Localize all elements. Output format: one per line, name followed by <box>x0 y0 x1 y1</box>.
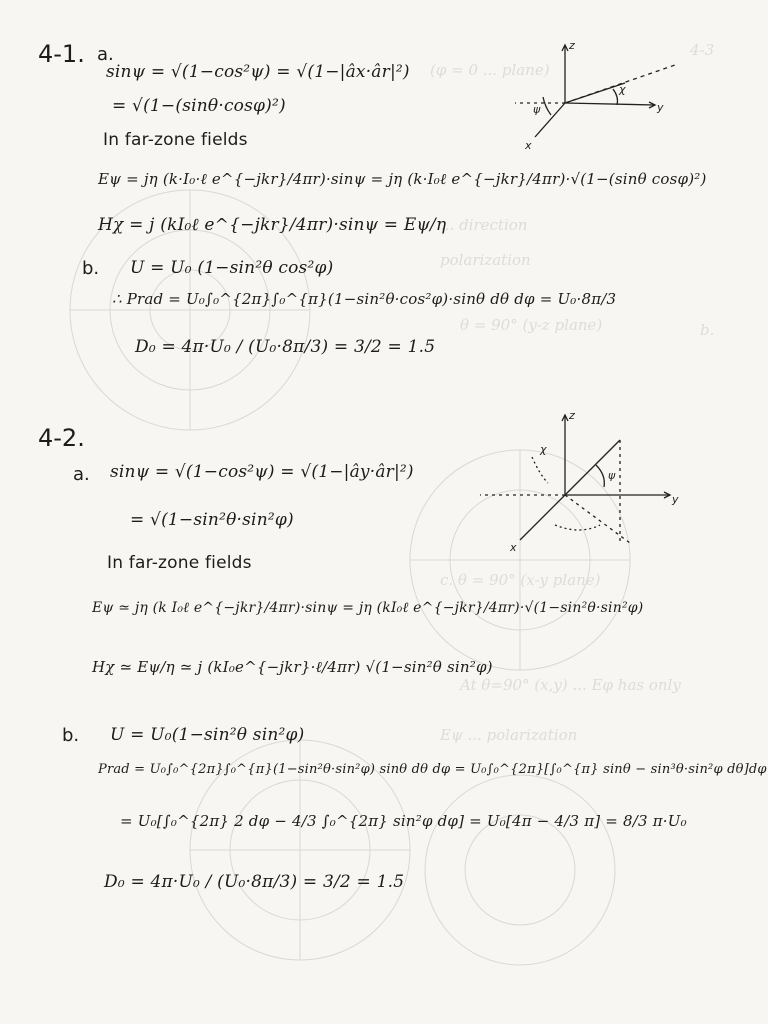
p42-chi-label: χ <box>540 443 547 456</box>
p42-z-axis-label: z <box>569 409 575 422</box>
p41-h-chi-eq: Hχ = j (kI₀ℓ e^{−jkr}/4πr)·sinψ = Eψ/η <box>98 215 447 235</box>
svg-text:b.: b. <box>700 321 715 339</box>
problem-4-1-part-a-label: a. <box>97 44 114 65</box>
p41-z-axis-label: z <box>569 39 575 52</box>
p42-e-psi-eq: Eψ ≃ jη (k I₀ℓ e^{−jkr}/4πr)·sinψ = jη (kI₀ℓ e^{−jkr}/4πr)·√(1−sin²θ·sin²φ) <box>92 600 644 616</box>
svg-text:(φ = 0 ... plane): (φ = 0 ... plane) <box>430 61 550 79</box>
svg-text:θ = 90° (y-z plane): θ = 90° (y-z plane) <box>460 316 603 334</box>
p41-sinpsi-line: sinψ = √(1−cos²ψ) = √(1−|âx·âr|²) <box>106 62 410 82</box>
problem-4-1-number: 4-1. <box>38 40 85 68</box>
p41-chi-label: χ <box>619 83 626 96</box>
p42-farzone-label: In far-zone fields <box>107 553 252 573</box>
svg-text:... direction: ... direction <box>440 216 528 234</box>
p41-psi-label: ψ <box>533 103 541 116</box>
problem-4-2-part-a-label: a. <box>73 464 90 485</box>
svg-text:At θ=90° (x,y) ... Eφ has only: At θ=90° (x,y) ... Eφ has only <box>460 676 681 694</box>
p42-u-eq: U = U₀(1−sin²θ sin²φ) <box>110 725 305 745</box>
p42-h-chi-eq: Hχ ≃ Eψ/η ≃ j (kI₀e^{−jkr}·ℓ/4πr) √(1−sin²θ sin²φ) <box>92 658 493 676</box>
problem-4-2-number: 4-2. <box>38 424 85 452</box>
p41-coordinate-diagram <box>505 35 690 155</box>
p42-sinpsi-line: sinψ = √(1−cos²ψ) = √(1−|ây·âr|²) <box>110 462 414 482</box>
p41-u-eq: U = U₀ (1−sin²θ cos²φ) <box>130 258 334 278</box>
p42-coordinate-diagram <box>470 405 690 555</box>
p41-directivity-eq: D₀ = 4π·U₀ / (U₀·8π/3) = 3/2 = 1.5 <box>135 337 436 357</box>
p42-prad-cont: = U₀[∫₀^{2π} 2 dφ − 4/3 ∫₀^{2π} sin²φ dφ] = U₀[4π − 4/3 π] = 8/3 π·U₀ <box>120 812 687 830</box>
p42-psi-label: ψ <box>608 469 616 482</box>
p41-prad-eq: ∴ Prad = U₀∫₀^{2π}∫₀^{π}(1−sin²θ·cos²φ)·sinθ dθ dφ = U₀·8π/3 <box>112 290 617 308</box>
p42-x-axis-label: x <box>510 541 517 554</box>
p41-y-axis-label: y <box>657 101 664 114</box>
p41-x-axis-label: x <box>525 139 532 152</box>
p41-sinpsi-cont: = √(1−(sinθ·cosφ)²) <box>112 96 286 116</box>
problem-4-1-part-b-label: b. <box>82 258 100 279</box>
p41-farzone-label: In far-zone fields <box>103 130 248 150</box>
svg-text:Eψ ... polarization: Eψ ... polarization <box>440 726 578 744</box>
p42-sinpsi-cont: = √(1−sin²θ·sin²φ) <box>130 510 294 530</box>
p42-directivity-eq: D₀ = 4π·U₀ / (U₀·8π/3) = 3/2 = 1.5 <box>104 872 405 892</box>
p42-prad-eq: Prad = U₀∫₀^{2π}∫₀^{π}(1−sin²θ·sin²φ) sinθ dθ dφ = U₀∫₀^{2π}[∫₀^{π} sinθ − sin³θ·sin²φ dθ]dφ <box>98 762 767 777</box>
svg-text:polarization: polarization <box>440 251 531 269</box>
svg-text:4-3: 4-3 <box>690 41 715 59</box>
svg-text:c. θ = 90° (x-y plane): c. θ = 90° (x-y plane) <box>440 571 601 589</box>
p42-y-axis-label: y <box>672 493 679 506</box>
p41-e-psi-eq: Eψ = jη (k·I₀·ℓ e^{−jkr}/4πr)·sinψ = jη (k·I₀ℓ e^{−jkr}/4πr)·√(1−(sinθ cosφ)²) <box>98 170 707 188</box>
problem-4-2-part-b-label: b. <box>62 725 80 746</box>
